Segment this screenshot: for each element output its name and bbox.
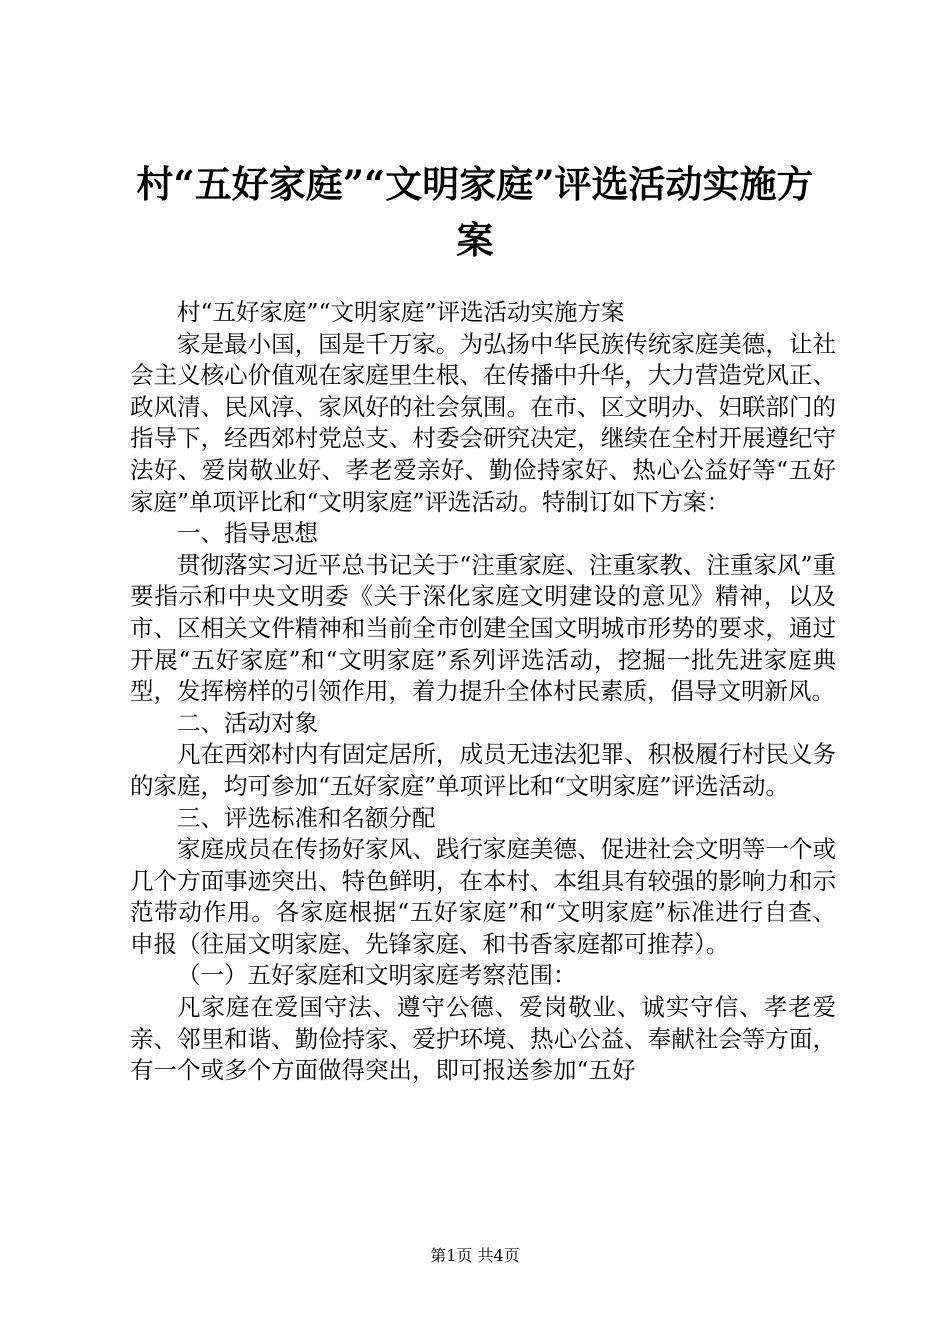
subsection-heading: （一）五好家庭和文明家庭考察范围： (177, 961, 577, 990)
document-body (130, 297, 836, 1087)
document-title-line-1: 村“五好家庭”“文明家庭”评选活动实施方 (136, 162, 814, 206)
section-heading: 一、指导思想 (177, 519, 318, 548)
page-footer: 第1页 共4页 (430, 1246, 520, 1265)
section-heading: 二、活动对象 (177, 708, 318, 737)
body-paragraph: 家是最小国，国是千万家。为弘扬中华民族传统家庭美德，让社会主义核心价值观在家庭里生根、在传播中升华，大力营造党风正、政风清、民风淳、家风好的社会氛围。在市、区文明办、妇联部门的指导下，经西郊村党总支、村委会研究决定，继续在全村开展遵纪守法好、爱岗敬业好、孝老爱亲好、勤俭持家好、热心公益好等“五好家庭”单项评比和“文明家庭”评选活动。特制订如下方案： (130, 329, 836, 516)
body-paragraph: 凡在西郊村内有固定居所，成员无违法犯罪、积极履行村民义务的家庭，均可参加“五好家庭”单项评比和“文明家庭”评选活动。 (130, 740, 836, 800)
body-paragraph: 凡家庭在爱国守法、遵守公德、爱岗敬业、诚实守信、孝老爱亲、邻里和谐、勤俭持家、爱护环境、热心公益、奉献社会等方面，有一个或多个方面做得突出，即可报送参加“五好 (130, 993, 836, 1085)
body-paragraph: 贯彻落实习近平总书记关于“注重家庭、注重家教、注重家风”重要指示和中央文明委《关于深化家庭文明建设的意见》精神，以及市、区相关文件精神和当前全市创建全国文明城市形势的要求，通过开展“五好家庭”和“文明家庭”系列评选活动，挖掘一批先进家庭典型，发挥榜样的引领作用，着力提升全体村民素质，倡导文明新风。 (130, 550, 836, 706)
document-title-line-2: 案 (456, 218, 494, 262)
body-paragraph: 家庭成员在传扬好家风、践行家庭美德、促进社会文明等一个或几个方面事迹突出、特色鲜明，在本村、本组具有较强的影响力和示范带动作用。各家庭根据“五好家庭”和“文明家庭”标准进行自查、申报（往届文明家庭、先锋家庭、和书香家庭都可推荐）。 (130, 835, 836, 958)
body-paragraph: 村“五好家庭”“文明家庭”评选活动实施方案 (177, 298, 625, 326)
section-heading: 三、评选标准和名额分配 (177, 803, 436, 832)
